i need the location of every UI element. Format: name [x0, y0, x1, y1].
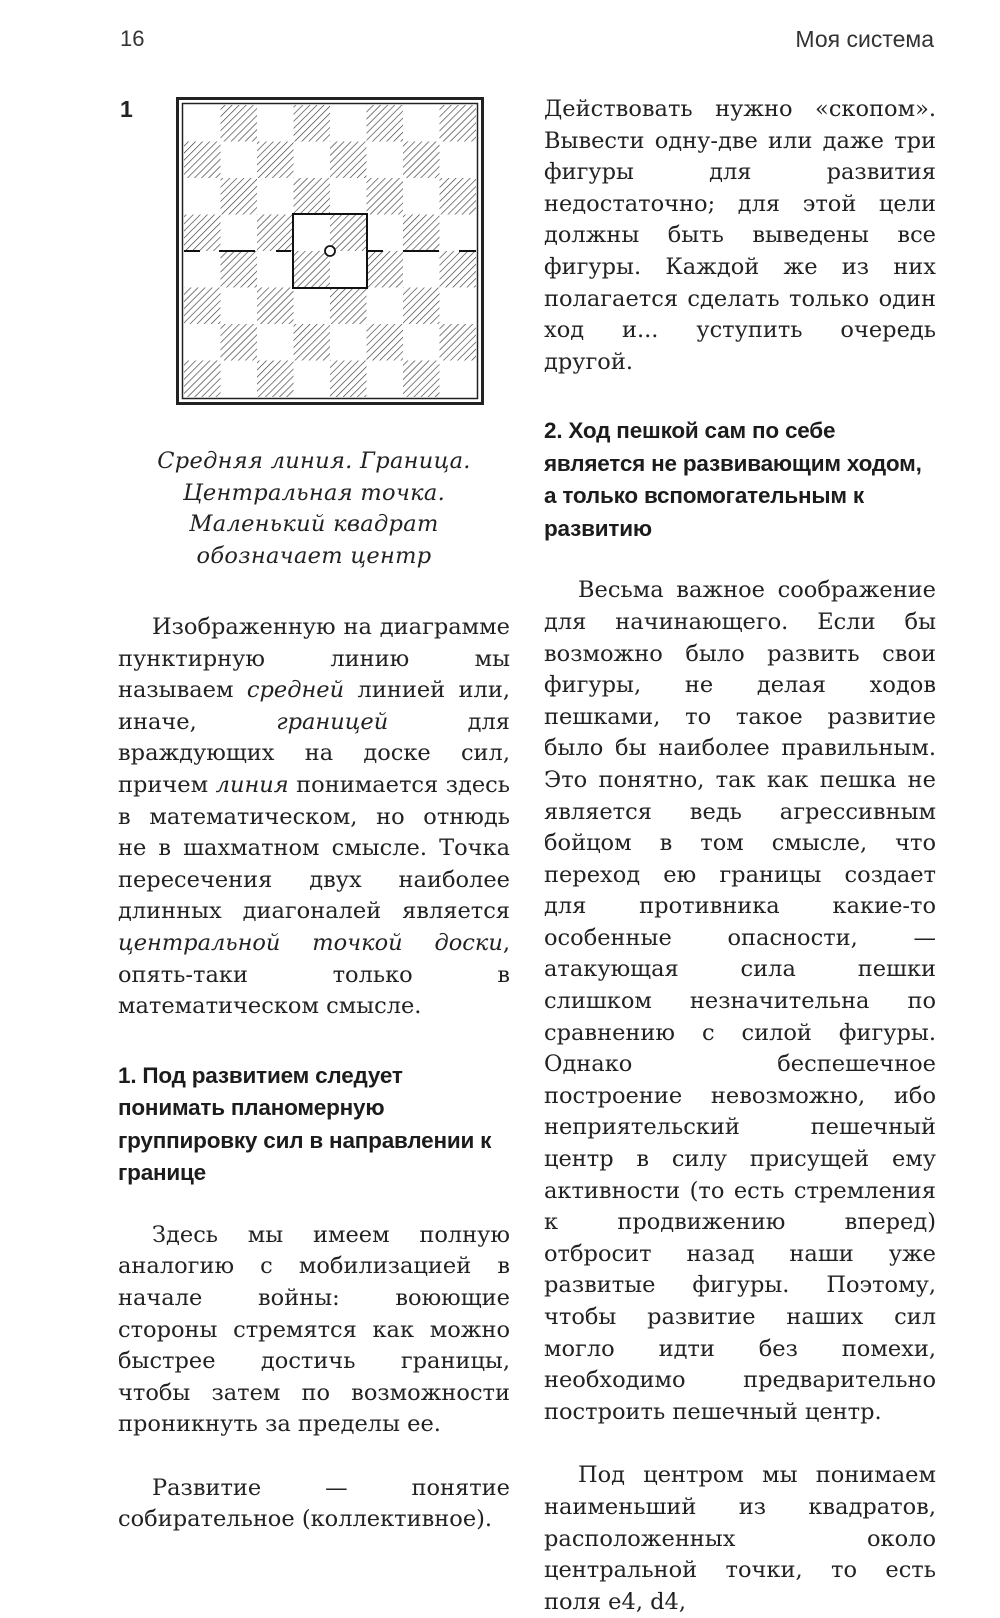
dark-square: [440, 105, 477, 142]
dark-square: [367, 251, 404, 288]
left-column: [118, 446, 510, 1536]
dark-square: [184, 361, 221, 398]
dark-square: [221, 324, 258, 361]
dark-square: [330, 361, 367, 398]
paragraph: Развитие — понятие собирательное (коллективное).: [118, 1474, 510, 1533]
dark-square: [403, 361, 440, 398]
dark-square: [294, 251, 331, 288]
dark-square: [440, 178, 477, 215]
dark-square: [257, 215, 294, 252]
dark-square: [440, 251, 477, 288]
dark-square: [367, 178, 404, 215]
dark-square: [294, 178, 331, 215]
emphasis: средней: [246, 677, 345, 704]
section-heading: 2. Ход пешкой сам по себе является не развивающим ходом, а только вспомогательным к развитию: [544, 418, 922, 541]
dark-square: [257, 288, 294, 325]
dark-square: [184, 142, 221, 179]
dark-square: [403, 142, 440, 179]
right-column: [544, 94, 936, 1618]
dark-square: [403, 288, 440, 325]
emphasis: границей: [276, 708, 389, 735]
section-heading: 1. Под развитием следует понимать планомерную группировку сил в направлении к границе: [118, 1062, 492, 1186]
paragraph: Изображенную на диаграмме пунктирную линию мы называем средней линией или, иначе, границей для враждующих на доске сил, причем линия понимается здесь в математическом, но отнюдь не в шахматном смысле. Точка пересечения двух наиболее длинных диагоналей является центральной точкой доски, опять-таки только в математическом смысле.: [118, 614, 511, 1020]
emphasis: центральной точкой доски: [118, 929, 503, 956]
dark-square: [257, 142, 294, 179]
dark-square: [330, 288, 367, 325]
running-head: Моя система: [795, 26, 934, 52]
center-point: [325, 246, 335, 256]
paragraph: Действовать нужно «скопом». Вывести одну-две или даже три фигуры для развития недостаточно; для этой цели должны быть выведены все фигуры. Каждой же из них полагается сделать только один ход и... уступить очередь другой.: [544, 96, 936, 375]
paragraph: Весьма важное соображение для начинающего. Если бы возможно было развить свои фигуры, не делая ходов пешками, то такое развитие было бы наиболее правильным. Это понятно, так как пешка не является ведь агрессивным бойцом в том смысле, что переход ею границы создает для противника какие-то особенные опасности, — атакующая сила пешки слишком незначительна по сравнению с силой фигуры. Однако беспешечное построение невозможно, ибо неприятельский пешечный центр в силу присущей ему активности (то есть стремления к продвижению вперед) отбросит назад наши уже развитые фигуры. Поэтому, чтобы развитие наших сил могло идти без помехи, необходимо предварительно построить пешечный центр.: [544, 577, 936, 1425]
dark-square: [330, 142, 367, 179]
diagram-number: 1: [120, 96, 133, 122]
dark-square: [221, 105, 258, 142]
dark-square: [221, 178, 258, 215]
dark-square: [257, 361, 294, 398]
chessboard-diagram: [176, 97, 484, 405]
emphasis: линия: [215, 771, 289, 798]
dark-square: [221, 251, 258, 288]
paragraph: Под центром мы понимаем наименьший из квадратов, расположенных около центральной точки, то есть поля e4, d4,: [544, 1462, 936, 1615]
dark-square: [367, 105, 404, 142]
dark-square: [330, 215, 367, 252]
dark-square: [184, 215, 221, 252]
dark-square: [294, 324, 331, 361]
page-number: 16: [120, 26, 145, 51]
dark-square: [367, 324, 404, 361]
dark-square: [294, 105, 331, 142]
dark-square: [440, 324, 477, 361]
paragraph: Здесь мы имеем полную аналогию с мобилизацией в начале войны: воюющие стороны стремятся как можно быстрее достичь границы, чтобы затем по возможности проникнуть за пределы ее.: [118, 1221, 510, 1438]
diagram-caption: Средняя линия. Граница. Центральная точка. Маленький квадрат обозначает центр: [157, 448, 471, 569]
dark-square: [403, 215, 440, 252]
dark-square: [184, 288, 221, 325]
